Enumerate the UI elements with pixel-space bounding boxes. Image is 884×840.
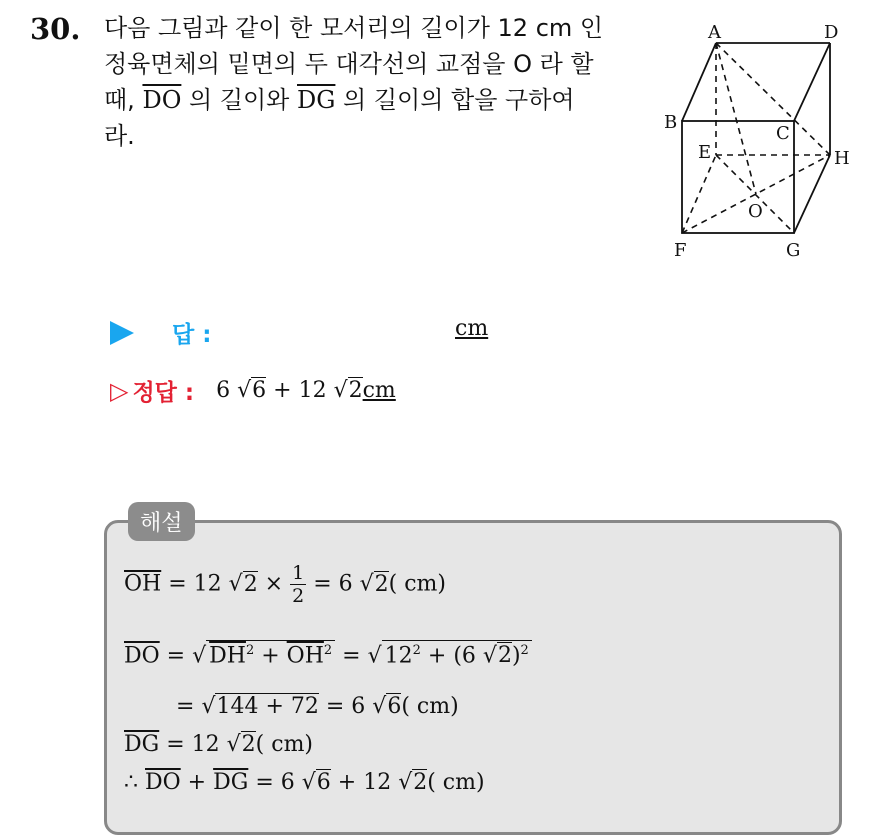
outline-triangle-icon: ▷	[110, 376, 129, 405]
question-line	[104, 82, 644, 118]
edge-ba	[682, 43, 716, 121]
fraction	[290, 562, 306, 607]
exponent: 2	[245, 643, 255, 658]
vertex-label-g: G	[786, 240, 801, 261]
question-line: 정육면체의 밑면의 두 대각선의 교점을 O 라 할	[104, 50, 594, 78]
text: =	[335, 643, 368, 669]
text: ( cm)	[427, 770, 485, 795]
segment-ah	[716, 43, 830, 155]
text: 때,	[104, 86, 143, 114]
exponent: 2	[323, 643, 333, 658]
solution-line-2: $\overline{DO}$ = √ $DH^2 + \overline{OH}^2$ = √ $12^2 + (6$ √2)$^2$	[124, 640, 532, 668]
vertex-label-b: B	[664, 112, 678, 133]
text: +	[254, 643, 287, 669]
correct-answer-row	[110, 374, 396, 407]
text: +	[180, 770, 214, 795]
text: 6	[216, 378, 238, 403]
text: = 6	[248, 770, 302, 795]
correct-value: 6 √6 + 12 √2cm	[216, 378, 396, 403]
sqrt: 2	[243, 571, 258, 597]
denominator: 2	[292, 585, 305, 607]
correct-label: 정답 :	[132, 380, 195, 406]
vertex-label-d: D	[824, 22, 839, 43]
text: ( cm)	[401, 694, 459, 719]
segment-dh: DH	[209, 643, 246, 669]
solution-line-5: ∴ $\overline{DO} + \overline{DG} = 6$ √6 + 12 √2( cm)	[124, 770, 485, 795]
segment-dg: $\overline{DG}$	[124, 732, 160, 757]
edge-cd	[794, 43, 830, 121]
solution-line-4: $\overline{DG} = 12$ √2( cm)	[124, 732, 314, 757]
text: ×	[257, 571, 291, 597]
segment-do: $\overline{DO}$	[145, 770, 181, 795]
unit: cm	[362, 378, 396, 403]
text: 12	[384, 643, 413, 669]
text: =	[176, 694, 202, 719]
text: = 12	[161, 571, 229, 597]
sqrt: 6	[316, 770, 331, 795]
text: + 12	[330, 770, 399, 795]
exponent: 2	[412, 643, 421, 658]
vertex-label-c: C	[776, 123, 790, 144]
sqrt: 2	[374, 571, 389, 597]
answer-unit: cm	[455, 316, 489, 341]
play-icon	[110, 321, 134, 345]
answer-row	[110, 316, 211, 349]
therefore-symbol: ∴	[124, 770, 145, 795]
sqrt: 6	[252, 378, 267, 403]
sqrt: 6	[387, 694, 402, 719]
text: + (6	[420, 643, 483, 669]
question-line: 라.	[104, 122, 135, 150]
text: = 12	[159, 732, 227, 757]
text: =	[159, 643, 193, 669]
text: 의 길이와	[181, 86, 297, 114]
segment-oh: $\overline{OH}$	[124, 571, 162, 597]
segment-ao	[716, 43, 756, 194]
segment-do: $\overline{DO}$	[124, 643, 160, 669]
cube-figure	[664, 16, 854, 266]
numerator: 1	[292, 562, 305, 584]
vertex-label-f: F	[674, 240, 687, 261]
sqrt: 2	[497, 643, 512, 669]
solution-line-1: $\overline{OH} = 12$ √2 × $\frac{1}{2}$ = 6 √2( cm)	[124, 562, 446, 607]
text: ( cm)	[255, 732, 314, 757]
text: ( cm)	[388, 571, 446, 597]
exponent: 2	[520, 643, 529, 658]
vertex-label-o: O	[748, 201, 763, 222]
text: = 6	[306, 571, 360, 597]
segment-oh: $\overline{OH}$	[286, 643, 324, 669]
answer-label: 답 :	[172, 322, 212, 348]
sqrt: 2	[348, 378, 363, 403]
vertex-label-h: H	[834, 148, 850, 169]
vertex-label-a: A	[708, 22, 721, 43]
text: + 12	[266, 378, 334, 403]
sqrt: 144 + 72	[216, 694, 319, 719]
sqrt: $12^2 + (6$ √2)$^2$	[382, 640, 532, 668]
solution-line-3: = √144 + 72 = 6 √6( cm)	[176, 694, 459, 719]
vertex-label-e: E	[698, 142, 712, 163]
text: 의 길이의 합을 구하여	[335, 86, 575, 114]
segment-dg: $\overline{DG}$	[213, 770, 249, 795]
question-line: 다음 그림과 같이 한 모서리의 길이가 12 cm 인	[104, 14, 604, 42]
question-number: 30.	[30, 12, 81, 46]
segment-dg: $\overline{DG}$	[297, 86, 336, 114]
text: = 6	[318, 694, 373, 719]
sqrt	[206, 640, 335, 668]
edge-gh	[794, 155, 830, 233]
sqrt: 2	[413, 770, 428, 795]
question-text	[104, 10, 644, 154]
solution-tag: 해설	[128, 502, 195, 541]
edge-fe	[682, 155, 716, 233]
segment-do: $\overline{DO}$	[142, 86, 182, 114]
text: )	[511, 643, 521, 669]
sqrt: 2	[241, 732, 256, 757]
